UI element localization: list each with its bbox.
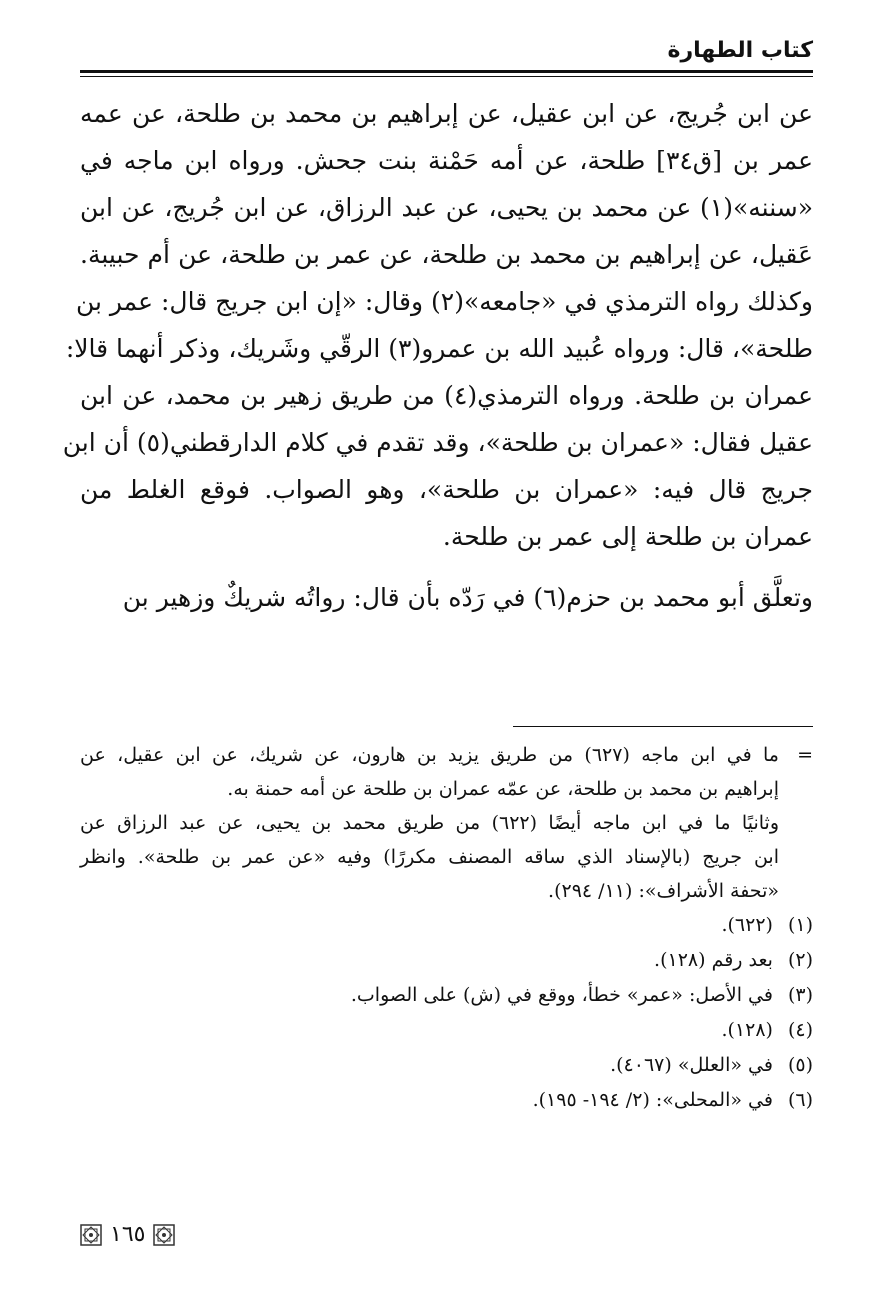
footnote-line: إبراهيم بن محمد بن طلحة، عن عمّه عمران بن طلحة عن أمه حمنة به. xyxy=(227,778,779,800)
main-text xyxy=(62,90,814,621)
text-line: وكذلك رواه الترمذي في «جامعه»(٢) وقال: «إن ابن جريج قال: عمر بن xyxy=(75,287,813,316)
footnote-2 xyxy=(80,943,813,978)
footnote-continuation xyxy=(80,738,813,908)
footnote-number: (٢) xyxy=(787,949,813,971)
footnote-5 xyxy=(80,1048,813,1083)
text-line: «سننه»(١) عن محمد بن يحيى، عن عبد الرزاق، عن ابن جُريج، عن ابن xyxy=(80,193,813,222)
footnote-line: ابن جريج (بالإسناد الذي ساقه المصنف مكررًا) وفيه «عن عمر بن طلحة». وانظر xyxy=(80,846,779,868)
footnote-text: في «المحلى»: (٢/ ١٩٤- ١٩٥). xyxy=(532,1089,773,1111)
footnote-text: (٦٢٢). xyxy=(721,914,773,936)
ornament-left-icon xyxy=(80,1224,102,1246)
footnote-number: (٣) xyxy=(787,984,813,1006)
footnote-number: (١) xyxy=(787,914,813,936)
page-number: ١٦٥ xyxy=(110,1222,146,1247)
header-rule-thick xyxy=(80,70,813,73)
footnote-1 xyxy=(80,908,813,943)
header-rule-thin xyxy=(80,76,813,77)
text-line: عن ابن جُريج، عن ابن عقيل، عن إبراهيم بن محمد بن طلحة، عن عمه xyxy=(80,99,813,128)
footnote-number: (٤) xyxy=(787,1019,813,1041)
footnote-6 xyxy=(80,1083,813,1118)
text-line: عمر بن [ق٣٤] طلحة، عن أمه حَمْنة بنت جحش. ورواه ابن ماجه في xyxy=(80,146,814,175)
footnotes xyxy=(80,738,813,1118)
footnote-text: في الأصل: «عمر» خطأ، ووقع في (ش) على الصواب. xyxy=(350,984,773,1006)
text-line: عمران بن طلحة. ورواه الترمذي(٤) من طريق زهير بن محمد، عن ابن xyxy=(80,381,813,410)
footnote-line: وثانيًا ما في ابن ماجه أيضًا (٦٢٢) من طريق محمد بن يحيى، عن عبد الرزاق عن xyxy=(80,812,779,834)
footnote-text: في «العلل» (٤٠٦٧). xyxy=(610,1054,773,1076)
text-line: عَقيل، عن إبراهيم بن محمد بن طلحة، عن عمر بن طلحة، عن أم حبيبة. xyxy=(80,240,813,269)
footnote-separator xyxy=(513,726,813,727)
page-footer xyxy=(80,1222,175,1247)
running-head: كتاب الطهارة xyxy=(667,38,813,63)
ornament-right-icon xyxy=(153,1224,175,1246)
footnote-text: بعد رقم (١٢٨). xyxy=(654,949,773,971)
text-line: عمران بن طلحة إلى عمر بن طلحة. xyxy=(442,522,813,551)
paragraph-2-line: وتعلَّق أبو محمد بن حزم(٦) في رَدّه بأن قال: رواتُه شريكٌ وزهير بن xyxy=(122,583,813,612)
footnote-3 xyxy=(80,978,813,1013)
footnote-text: (١٢٨). xyxy=(721,1019,773,1041)
footnote-4 xyxy=(80,1013,813,1048)
footnote-line: ما في ابن ماجه (٦٢٧) من طريق يزيد بن هارون، عن شريك، عن ابن عقيل، عن xyxy=(80,744,779,766)
footnote-number: (٥) xyxy=(787,1054,813,1076)
footnote-line: «تحفة الأشراف»: (١١/ ٢٩٤). xyxy=(548,880,779,902)
text-line: جريج قال فيه: «عمران بن طلحة»، وهو الصواب. فوقع الغلط من xyxy=(80,475,813,504)
text-line: طلحة»، قال: ورواه عُبيد الله بن عمرو(٣) الرقّي وشَريك، وذكر أنهما قالا: xyxy=(65,334,813,363)
footnote-number: (٦) xyxy=(787,1089,813,1111)
text-line: عقيل فقال: «عمران بن طلحة»، وقد تقدم في كلام الدارقطني(٥) أن ابن xyxy=(62,428,813,457)
continuation-mark: = xyxy=(797,744,813,766)
